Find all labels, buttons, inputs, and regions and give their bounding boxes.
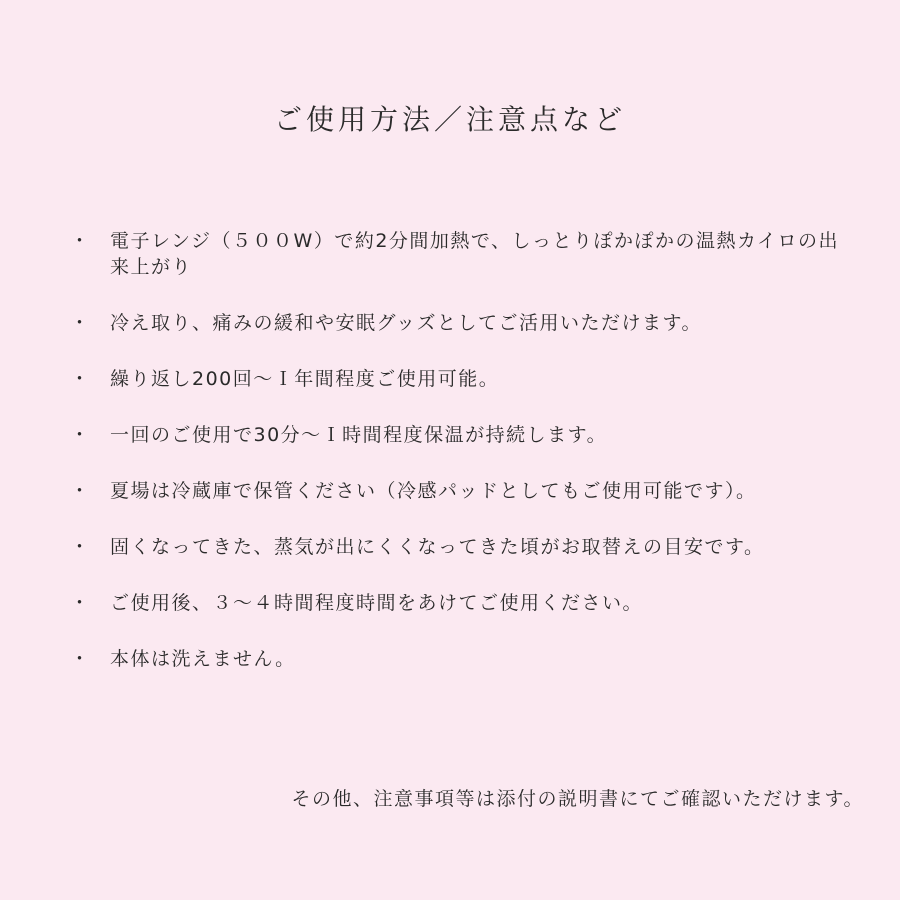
list-item	[0, 422, 900, 448]
list-item	[0, 310, 900, 336]
list-item	[0, 478, 900, 504]
list-item	[0, 366, 900, 392]
footer-note: その他、注意事項等は添付の説明書にてご確認いただけます。	[291, 788, 864, 810]
bullet-mark: ・	[70, 424, 91, 446]
note-text: ご使用後、３～４時間程度時間をあけてご使用ください。	[110, 592, 644, 614]
bullet-mark: ・	[70, 592, 91, 614]
note-text: 繰り返し200回～Ｉ年間程度ご使用可能。	[110, 368, 500, 390]
bullet-mark: ・	[70, 536, 91, 558]
bullet-mark: ・	[70, 648, 91, 670]
note-text: 一回のご使用で30分～Ｉ時間程度保温が持続します。	[110, 424, 608, 446]
page-title: ご使用方法／注意点など	[273, 103, 626, 136]
usage-notes-list	[0, 228, 900, 702]
note-text: 夏場は冷蔵庫で保管ください（冷感パッドとしてもご使用可能です）。	[110, 480, 757, 502]
bullet-mark: ・	[70, 480, 91, 502]
list-item	[0, 534, 900, 560]
bullet-mark: ・	[70, 312, 91, 334]
list-item	[0, 590, 900, 616]
bullet-mark: ・	[70, 368, 91, 390]
note-text: 冷え取り、痛みの緩和や安眠グッズとしてご活用いただけます。	[110, 312, 703, 334]
note-text: 電子レンジ（５００W）で約2分間加熱で、しっとりぽかぽかの温熱カイロの出来上がり	[110, 230, 839, 278]
note-text: 固くなってきた、蒸気が出にくくなってきた頃がお取替えの目安です。	[110, 536, 765, 558]
list-item	[0, 646, 900, 672]
note-text: 本体は洗えません。	[110, 648, 296, 670]
list-item	[0, 228, 900, 280]
bullet-mark: ・	[70, 230, 91, 252]
